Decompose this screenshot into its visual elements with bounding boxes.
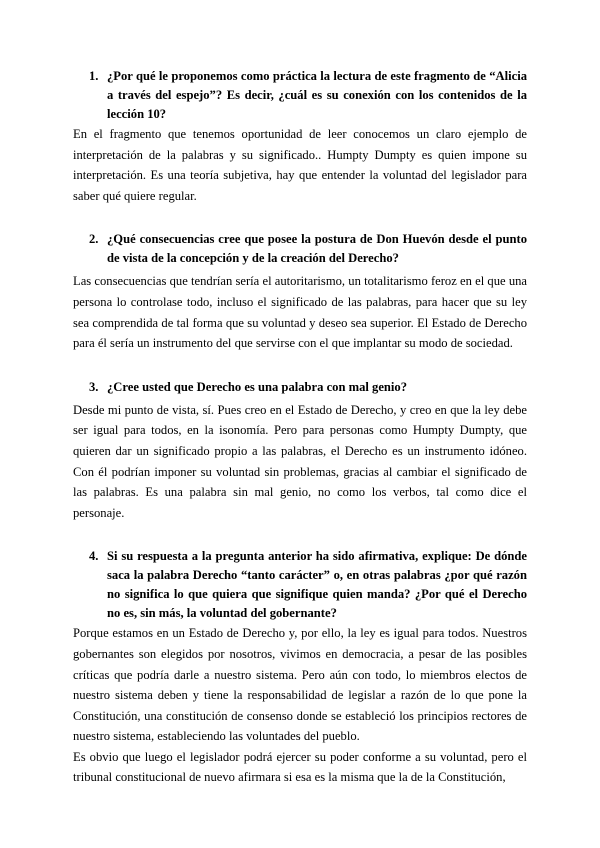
question-heading [89,547,527,623]
question-number: 4. [89,549,99,564]
answer-paragraph: Es obvio que luego el legislador podrá ejercer su poder conforme a su voluntad, pero el tribunal constitucional de nuevo afirmara si esa es la misma que la de la Constitución, [73,749,527,785]
question-text: ¿Qué consecuencias cree que posee la postura de Don Huevón desde el punto de vista de la concepción y de la creación del Derecho? [107,232,527,266]
question-text: Si su respuesta a la pregunta anterior ha sido afirmativa, explique: De dónde saca la palabra Derecho “tanto carácter” o, en otras palabras ¿por qué razón no significa lo que quiera que signifique quien manda? ¿Por qué el Derecho no es, sin más, la voluntad del gobernante? [107,549,527,621]
answer-paragraph: Desde mi punto de vista, sí. Pues creo en el Estado de Derecho, y creo en que la ley debe ser igual para todos, en la isonomía. Pero para personas como Humpty Dumpty, que quieren dar un significado propio a las palabras, el Derecho es un instrumento idóneo. Con él podrían imponer su voluntad sin problemas, gracias al cambiar el significado de las palabras. Es una palabra sin mal genio, no como los verbos, tal como dice el personaje. [73,402,527,520]
question-heading [89,378,527,397]
question-number: 2. [89,232,99,247]
question-number: 1. [89,69,99,83]
answer-paragraph: Las consecuencias que tendrían sería el autoritarismo, un totalitarismo feroz en el que una persona lo controlase todo, incluso el significado de las palabras, para hacer que su ley sea comprendida de tal forma que su voluntad y deseo sea superior. El Estado de Derecho para él sería un instrumento del que servirse con el que implantar su modo de sociedad. [73,274,527,351]
question-text: ¿Cree usted que Derecho es una palabra con mal genio? [107,379,408,394]
question-heading [89,67,527,124]
question-heading [89,230,527,268]
question-text: ¿Por qué le proponemos como práctica la lectura de este fragmento de “Alicia a través del espejo”? Es decir, ¿cuál es su conexión con los contenidos de la lección 10? [107,69,527,121]
answer-paragraph: Porque estamos en un Estado de Derecho y, por ello, la ley es igual para todos. Nuestros gobernantes son elegidos por nosotros, vivimos en democracia, a pesar de las posibles críticas que podría darle a nuestro sistema. Pero aún con todo, lo miembros electos de nuestro sistema deben y tiene la responsabilidad de legislar a razón de lo que pone la Constitución, una constitución de consenso donde se estableció los principios rectores de nuestro sistema, estableciendo las voluntades del pueblo. [73,626,527,744]
answer-paragraph: En el fragmento que tenemos oportunidad de leer conocemos un claro ejemplo de interpretación de la palabras y su significado.. Humpty Dumpty es quien impone su interpretación. Es una teoría subjetiva, hay que entender la voluntad del legislador para saber qué quiere regular. [73,127,527,203]
question-number: 3. [89,379,99,394]
